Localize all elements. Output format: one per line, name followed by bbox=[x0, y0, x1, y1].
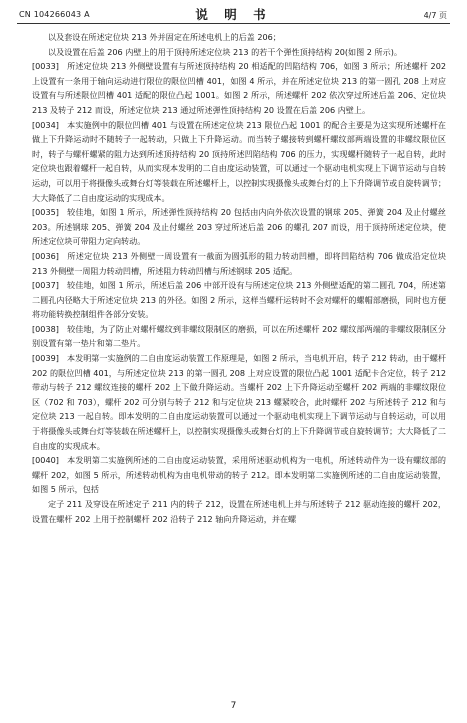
paragraph bbox=[32, 30, 446, 45]
paragraph bbox=[32, 249, 446, 278]
paragraph-text: 较佳地，如图 1 所示，所述弹性顶持结构 20 包括由内向外依次设置的钢球 205、弹簧 204 及止付螺丝 203。所述钢球 205、弹簧 204 及止付螺丝 203 穿过所述后盖 206 的螺孔 207 而设，用于顶持所述定位块，使所述定位块可带阻力定向转动。 bbox=[32, 207, 446, 247]
paragraph-number: [0039] bbox=[32, 353, 59, 364]
paragraph-text: 较佳地，如图 1 所示，所述后盖 206 中部开设有与所述定位块 213 外侧壁适配的第二圆孔 704，所述第二圆孔内径略大于所述定位块 213 的外径。如图 2 所示，这样当螺杆运转时不会对螺杆的螺帽部磨损，同时也方便将功能转换控制组件各部分安装。 bbox=[32, 280, 446, 320]
paragraph-number: [0036] bbox=[32, 250, 59, 261]
paragraph-number: [0040] bbox=[32, 455, 59, 466]
paragraph-number: [0035] bbox=[32, 207, 59, 218]
paragraph bbox=[32, 322, 446, 351]
paragraph-text: 本实施例中的限位凹槽 401 与设置在所述定位块 213 限位凸起 1001 的配合主要是为这实现所述螺杆在做上下升降运动时不随转子一起转动，只做上下升降运动。而当转子螺接转到螺杆螺纹部两端设置的非螺纹限位区时，转子与螺杆螺紧的阻力达到所述顶持结构 20 顶持所述凹陷结构 706 的压力，实现螺杆随转子一起自转，此时定位块也跟着螺杆一起自转，从而实现本发明的二自由度运动装置，可以通过一个驱动电机实现上下调节运动与自转运动，可以用于将摄像头或舞台灯等装载在所述螺杆上，以控制实现摄像头或舞台灯的上下升降调节或自旋转调节；大大降低了二自由度运动的实现成本。 bbox=[32, 119, 446, 203]
paragraph bbox=[32, 59, 446, 117]
patent-number: CN 104266043 A bbox=[19, 10, 90, 19]
paragraph bbox=[32, 497, 446, 526]
paragraph-text: 较佳地，为了防止对螺杆螺纹到非螺纹限制区的磨损，可以在所述螺杆 202 螺纹部两端的非螺纹限制区分别设置有第一垫片和第二垫片。 bbox=[32, 323, 446, 349]
paragraph-text: 以及套设在所述定位块 213 外并固定在所述电机上的后盖 206； bbox=[48, 32, 281, 42]
paragraph bbox=[32, 45, 446, 60]
paragraph bbox=[32, 205, 446, 249]
paragraph-number: [0033] bbox=[32, 61, 59, 72]
page-indicator: 4/7 页 bbox=[423, 11, 447, 20]
paragraph bbox=[32, 453, 446, 497]
document-title: 说 明 书 bbox=[195, 7, 272, 22]
paragraph-text: 所述定位块 213 外侧壁设置有与所述顶持结构 20 相适配的凹陷结构 706，如图 3 所示；所述螺杆 202 上设置有一条用于轴向运动进行限位的限位凹槽 401，如图 4 所示，并在所述定位块 213 的第一圆孔 208 上对应设置有与所述限位凹槽 401 适配的限位凸起 1001。如图 2 所示，所述螺杆 202 依次穿过所述后盖 206、定位块 213 及转子 212 而设，所述定位块 213 通过所述弹性顶持结构 20 设置在后盖 206 内壁上。 bbox=[32, 61, 446, 115]
paragraph-text: 所述定位块 213 外侧壁一周设置有一截面为圆弧形的阻力转动凹槽，即将凹陷结构 706 做成沿定位块 213 外侧壁一周阻力转动凹槽，所述阻力转动凹槽与所述钢球 205 适配。 bbox=[32, 250, 446, 276]
paragraph-number: [0037] bbox=[32, 280, 59, 291]
paragraph bbox=[32, 278, 446, 322]
paragraph-text: 本发明第二实施例所述的二自由度运动装置，采用所述驱动机构为一电机，所述转动件为一设有螺纹部的螺杆 202，如图 5 所示，所述转动机构为由电机带动的转子 212。即本发明第二实施例所述的二自由度运动装置，如图 5 所示，包括 bbox=[32, 455, 446, 495]
header-divider bbox=[17, 23, 450, 24]
paragraph-text: 本发明第一实施例的二自由度运动装置工作原理是，如图 2 所示，当电机开启，转子 212 转动，由于螺杆 202 的限位凹槽 401，与所述定位块 213 的第一圆孔 208 上对应设置的限位凸起 1001 适配卡合定位，转子 212 带动与转子 212 螺纹连接的螺杆 202 上下做升降运动。当螺杆 202 上下升降运动至螺杆 202 两端的非螺纹限位区（702 和 703），螺杆 202 可分别与转子 212 和与定位块 213 螺紧咬合，此时螺杆 202 与所述转子 212 和与定位块 213 一起自转。即本发明的二自由度运动装置可以通过一个驱动电机实现上下调节运动与自转运动，可以用于将摄像头或舞台灯等装载在所述螺杆上，以控制实现摄像头或舞台灯的上下升降调节或自旋转调节；大大降低了二自由度的实现成本。 bbox=[32, 353, 446, 451]
paragraph bbox=[32, 351, 446, 453]
page-number: 7 bbox=[230, 701, 237, 711]
paragraph-text: 以及设置在后盖 206 内壁上的用于顶持所述定位块 213 的若干个弹性顶持结构 20(如图 2 所示)。 bbox=[48, 46, 402, 57]
paragraph-number: [0038] bbox=[32, 323, 59, 334]
paragraph-number: [0034] bbox=[32, 119, 59, 130]
paragraph bbox=[32, 118, 446, 206]
paragraph-text: 定子 211 及穿设在所述定子 211 内的转子 212，设置在所述电机上并与所述转子 212 驱动连接的螺杆 202，设置在螺杆 202 上用于控制螺杆 202 沿转子 212 轴向升降运动，并在螺 bbox=[32, 499, 446, 524]
document-body bbox=[32, 30, 446, 526]
